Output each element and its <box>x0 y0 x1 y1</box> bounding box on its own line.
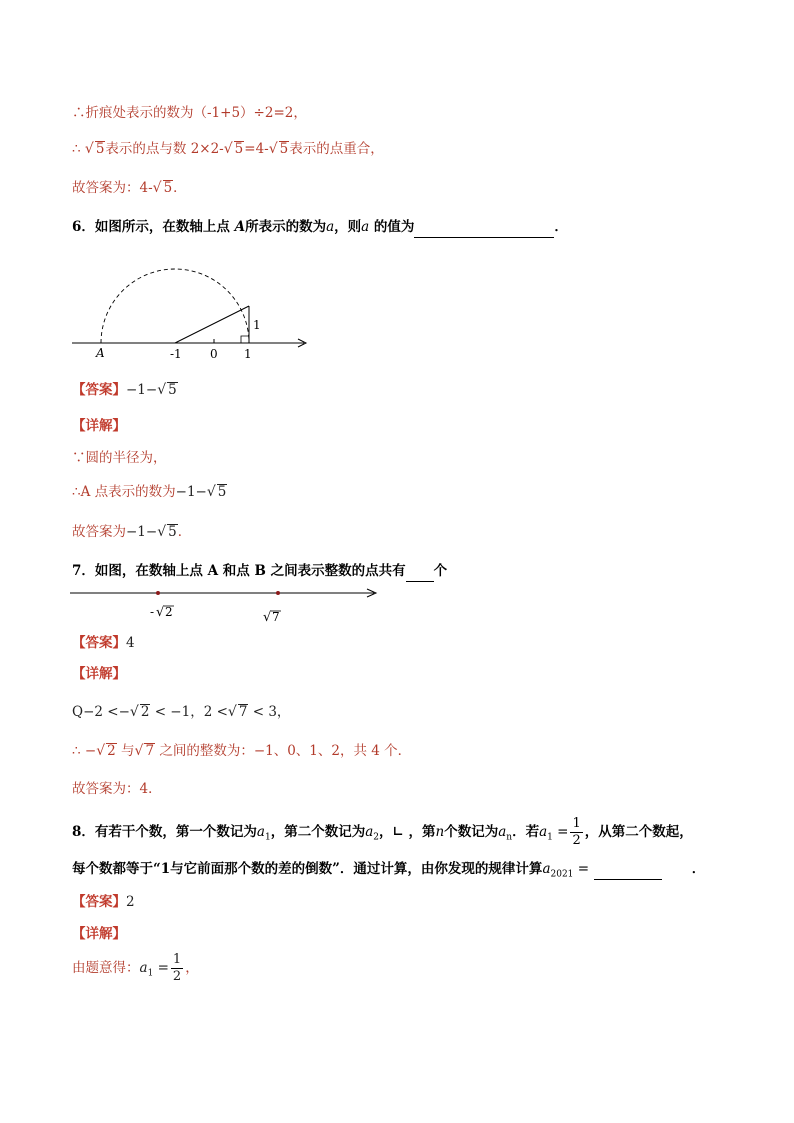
answer-6: 【答案】−1−√ 5 <box>72 382 177 398</box>
answer-blank <box>594 859 662 880</box>
sqrt-symbol: √ <box>84 141 94 157</box>
solution-line-1: ∴折痕处表示的数为（-1+5）÷2=2， <box>72 105 307 121</box>
label-sqrt2-radicand: 2 <box>165 605 173 619</box>
hypotenuse <box>175 306 249 343</box>
right-angle-mark <box>241 336 249 343</box>
detail-tag-7: 【详解】 <box>72 666 126 682</box>
detail-tag-6: 【详解】 <box>72 418 126 434</box>
answer-7: 【答案】4 <box>72 635 135 651</box>
detail-6-line-1: ∵圆的半径为， <box>72 450 167 466</box>
figure-7-number-line <box>70 583 390 627</box>
detail-6-line-2: ∴A 点表示的数为−1−√ 5 <box>72 484 227 500</box>
label-height: 1 <box>253 318 261 332</box>
solution-line-3: 故答案为：4-√ 5． <box>72 180 187 196</box>
detail-tag-8: 【详解】 <box>72 926 126 942</box>
fraction-one-half: $\frac{1}{2}$ <box>172 952 182 984</box>
solution-line-2: ∴ √ 5表示的点与数 2×2-√ 5=4-√ 5表示的点重合， <box>72 141 384 157</box>
answer-blank <box>406 561 434 582</box>
label-sqrt7-symbol: √ <box>263 610 272 625</box>
label-tick-0: 0 <box>210 347 218 361</box>
question-7: 7．如图，在数轴上点 A 和点 B 之间表示整数的点共有 个 <box>72 561 447 582</box>
label-tick-1: 1 <box>244 347 252 361</box>
detail-7-line-2: ∴ −√ 2 与√ 7 之间的整数为：−1、0、1、2，共 4 个． <box>72 743 412 759</box>
detail-7-line-1: Q−2 <−√ 2 < −1，2 <√ 7 < 3， <box>72 704 291 720</box>
label-tick-neg1: -1 <box>170 347 182 361</box>
point-b-dot <box>276 591 280 595</box>
label-neg-sign: - <box>150 605 155 619</box>
fraction-one-half: $\frac{1}{2}$ <box>572 816 581 848</box>
answer-blank <box>414 217 554 238</box>
label-sqrt7-radicand: 7 <box>272 610 280 624</box>
label-point-a: A <box>96 346 105 360</box>
figure-6-number-line <box>66 240 316 365</box>
detail-8-line-1: 由题意得：$a_1$ = $\frac{1}{2}$ ， <box>72 952 199 984</box>
detail-6-line-3: 故答案为−1−√ 5． <box>72 524 192 540</box>
label-sqrt2-symbol: √ <box>156 605 165 620</box>
question-8-line-2: 每个数都等于“1与它前面那个数的差的倒数”．通过计算，由你发现的规律计算$a_{2021}$ = ． <box>72 861 706 880</box>
dashed-semicircle <box>101 269 249 343</box>
question-6: 6．如图所示，在数轴上点 A所表示的数为a，则a 的值为 ． <box>72 217 568 238</box>
point-a-dot <box>156 591 160 595</box>
question-8-line-1: 8．有若干个数，第一个数记为$a_1$，第二个数记为$a_2$，∟ ，第n个数记为$a_n$．若$a_1$ = $\frac{1}{2}$ ，从第二个数起， <box>72 816 693 848</box>
answer-8: 【答案】2 <box>72 894 135 910</box>
detail-7-line-3: 故答案为：4． <box>72 781 162 797</box>
